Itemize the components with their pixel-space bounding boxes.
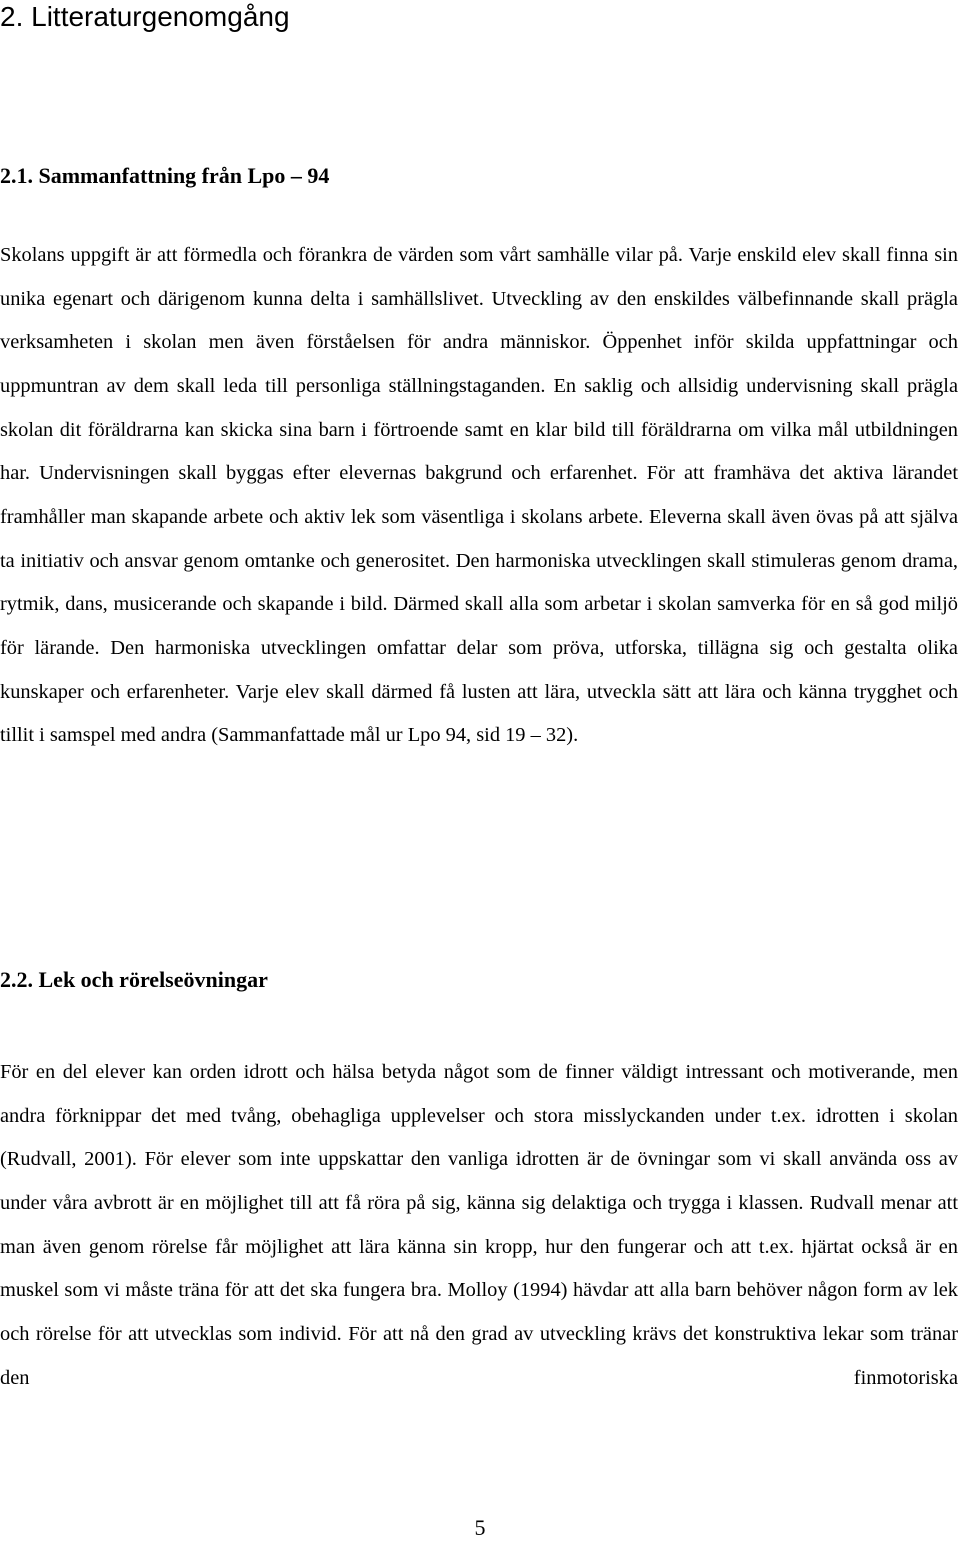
chapter-title: 2. Litteraturgenomgång [0,1,290,32]
page-number: 5 [474,1515,486,1540]
section-2-1-paragraph: Skolans uppgift är att förmedla och förankra de värden som vårt samhälle vilar på. Varje enskild elev skall finna sin unika egenart och därigenom kunna delta i samhällslivet. Utveckling av den enskildes välbefinnande skall prägla verksamheten i skolan men även förståelsen för andra människor. Öppenhet inför skilda uppfattningar och uppmuntran av dem skall leda till personliga ställningstaganden. En saklig och allsidig undervisning skall prägla skolan dit föräldrarna kan skicka sina barn i förtroende samt en klar bild till föräldrarna om vilka mål utbildningen har. Undervisningen skall byggas efter elevernas bakgrund och erfarenhet. För att framhäva det aktiva lärandet framhåller man skapande arbete och aktiv lek som väsentliga i skolans arbete. Eleverna skall även övas på att själva ta initiativ och ansvar genom omtanke och generositet. Den harmoniska utvecklingen skall stimuleras genom drama, rytmik, dans, musicerande och skapande i bild. Därmed skall alla som arbetar i skolan samverka för en så god miljö för lärande. Den harmoniska utvecklingen omfattar delar som pröva, utforska, tillägna sig och gestalta olika kunskaper och erfarenheter. Varje elev skall därmed få lusten att lära, utveckla sätt att lära och känna trygghet och tillit i samspel med andra (Sammanfattade mål ur Lpo 94, sid 19 – 32). [0,244,958,747]
section-2-2-paragraph: För en del elever kan orden idrott och hälsa betyda något som de finner väldigt intressant och motiverande, men andra förknippar det med tvång, obehagliga upplevelser och stora misslyckanden under t.ex. idrotten i skolan (Rudvall, 2001). För elever som inte uppskattar den vanliga idrotten är de övningar som vi skall använda oss av under våra avbrott är en möjlighet till att få röra på sig, känna sig delaktiga och trygga i klassen. Rudvall menar att man även genom rörelse får möjlighet att lära känna sin kropp, hur den fungerar och att t.ex. hjärtat också är en muskel som vi måste träna för att det ska fungera bra. Molloy (1994) hävdar att alla barn behöver någon form av lek och rörelse för att utvecklas som individ. För att nå den grad av utveckling krävs det konstruktiva lekar som tränar den finmotoriska [0,1061,958,1389]
section-heading-2-1: 2.1. Sammanfattning från Lpo – 94 [0,163,330,188]
section-heading-2-2: 2.2. Lek och rörelseövningar [0,967,268,992]
